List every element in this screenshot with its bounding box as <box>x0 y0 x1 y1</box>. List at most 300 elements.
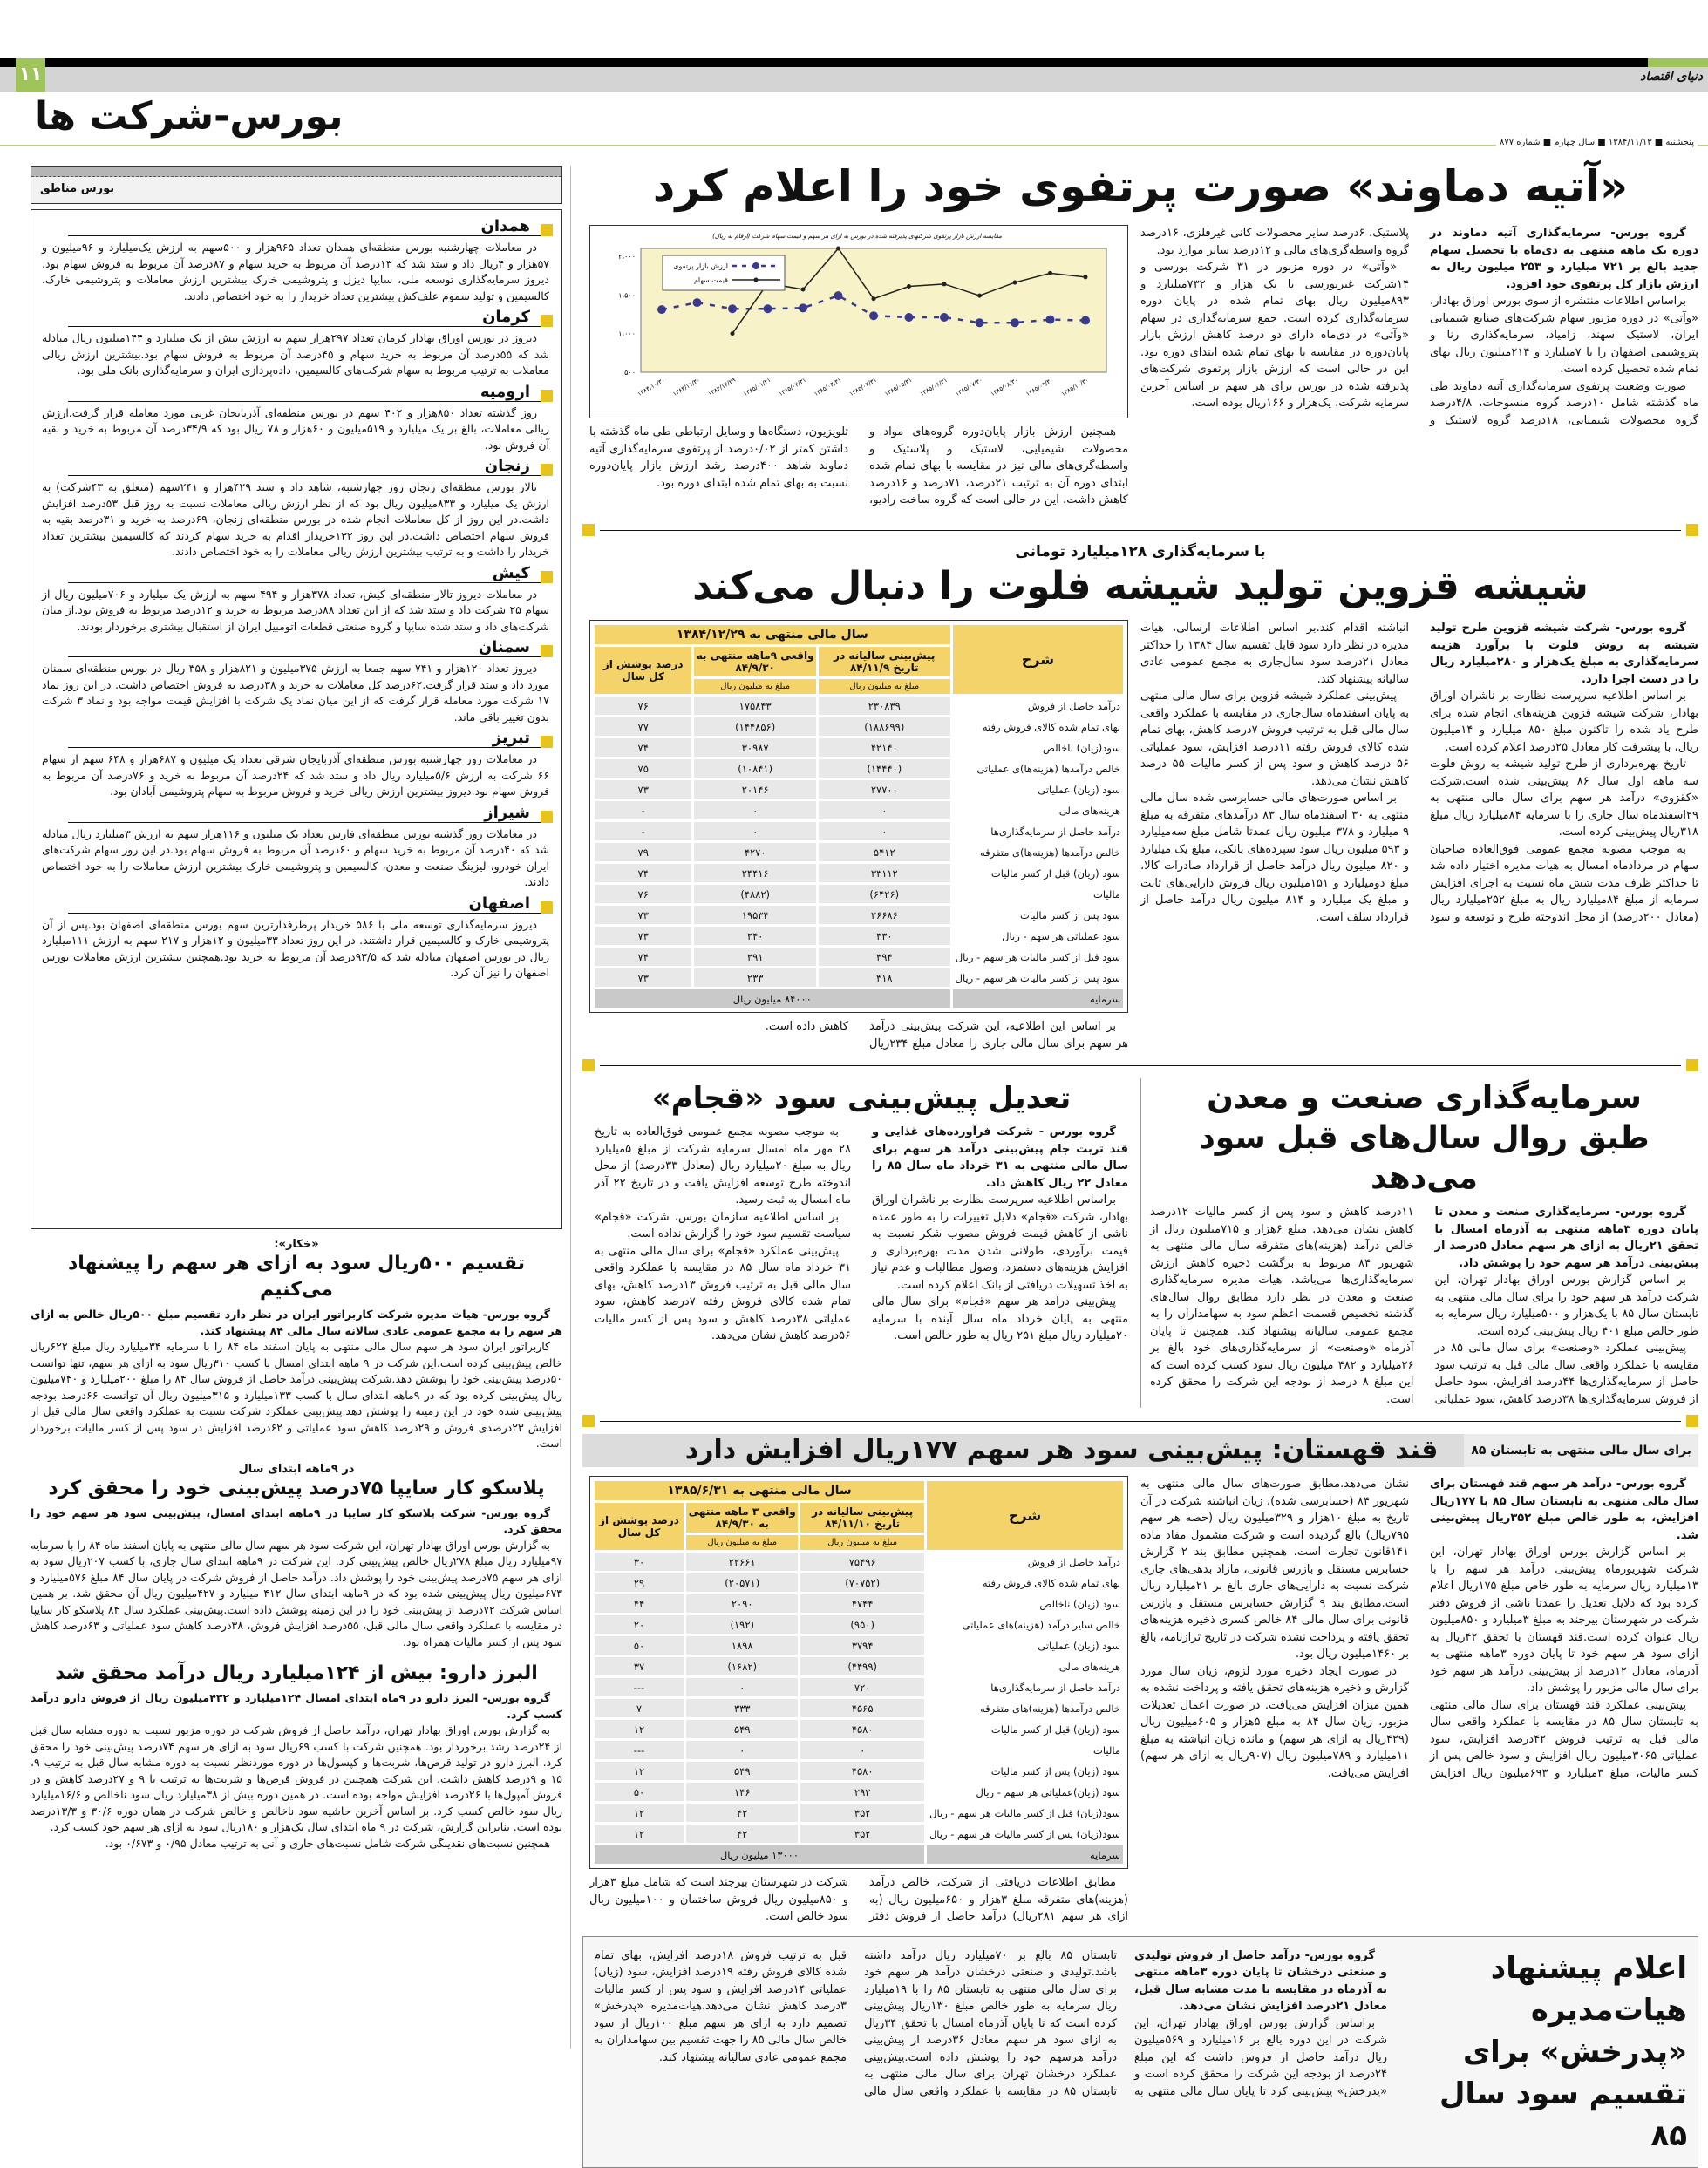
row-label: سود عملیاتی هر سهم - ریال <box>953 927 1123 945</box>
row-label: سود (زیان) ناخالص <box>927 1594 1123 1613</box>
article6-box <box>582 1936 1698 2168</box>
article1-row <box>582 225 1698 517</box>
cell-value: ۳۱۸ <box>819 968 950 987</box>
cell-value: ۲۹ <box>595 1573 684 1592</box>
article4-body <box>595 1124 1128 1345</box>
capital-label: سرمایه <box>953 989 1123 1008</box>
financial-table <box>592 622 1126 1010</box>
article5-row <box>582 1476 1698 1926</box>
table-row <box>595 1825 1123 1843</box>
row-label: هزینه‌های مالی <box>953 801 1123 819</box>
table-row <box>595 738 1123 757</box>
cell-value: ۲۰۹۰ <box>686 1594 798 1613</box>
row-label: مالیات <box>953 885 1123 903</box>
table-row <box>595 822 1123 840</box>
table-row <box>595 801 1123 819</box>
table-row <box>595 927 1123 945</box>
body-paragraph: بر اساس این اطلاعیه، این شرکت پیش‌بینی درآمد هر سهم برای سال مالی جاری را معادل مبلغ ۲۳۴ریال کاهش داده است. <box>765 1020 1128 1050</box>
table-row <box>595 885 1123 903</box>
cell-value: ۵۴۱۲ <box>819 843 950 861</box>
cell-value: ۳۷۹۴ <box>800 1636 924 1655</box>
cell-value: ۱۸۹۸ <box>686 1636 798 1655</box>
body-paragraph: به گزارش بورس اوراق بهادار تهران، این شرکت سود هر سهم سال مالی منتهی به پایان اسفند ماه ۸۴ را با سرمایه ۹۷میلیارد ریال مبلغ ۲۷۸ریال خالص پیش‌بینی کرد. این شرکت در ۹ماهه ابتدای سال جاری، با کسب ۲۰۷ریال سود به ازای هر سهم ۷۵درصد پیش‌بینی خود را پوشش داد. درآمد حاصل از فروش شرکت در پایان سال ۸۴ مبلغ ۵۷۶میلیارد و ۶۷۳میلیون ریال پیش‌بینی شده بود که در ۹ماهه ابتدای سال ۴۱۲ میلیارد و ۴۲۷میلیون ریال آن محقق شد. بر همین اساس شرکت ۷۲درصد از پیش‌بینی خود را در این زمینه پوشش داده است.پیش‌بینی عملکرد سال ۸۴ پلاسکو کار سایپا در مقایسه با عملکرد واقعی سال مالی قبل، ۵۵درصد افزایش فروش، ۳۸درصد کاهش سود عملیاتی و ۶۳درصد کاهش سود پس از کسر مالیات همراه بود. <box>31 1538 563 1648</box>
row-label: بهای تمام شده کالای فروش رفته <box>927 1573 1123 1592</box>
article3-body <box>1150 1204 1698 1408</box>
table-row <box>595 1741 1123 1759</box>
cell-value: ۷۳ <box>595 780 691 799</box>
article5-headline: قند قهستان: پیش‌بینی سود هر سهم ۱۷۷ریال افزایش دارد <box>684 1435 1439 1465</box>
lede-paragraph: گروه بورس- درآمد حاصل از فروش تولیدی و صنعتی درخشان تا پایان دوره ۳ماهه منتهی به آذرماه در مقایسه با مدت مشابه سال قبل، معادل ۲۱درصد افزایش نشان می‌دهد. <box>1134 1948 1388 2013</box>
x-tick-label: ۱۳۸۵/۰۶/۳۱ <box>918 376 949 398</box>
regional-header-box <box>31 166 562 204</box>
yellow-square-icon <box>541 390 553 402</box>
cell-value: ۷۳ <box>595 968 691 987</box>
row-label: سود (زیان) پس از کسر مالیات <box>927 1762 1123 1780</box>
region-heading <box>68 729 549 748</box>
cell-value: ۳۰ <box>595 1553 684 1571</box>
body-paragraph: به گزارش بورس اوراق بهادار تهران، درآمد حاصل از فروش شرکت در دوره مزبور نسبت به دوره مشابه سال قبل از ۲۴درصد رشد برخوردار بود. همچنین شرکت با کسب ۶۹ریال سود به ازای هر سهم ۷۴درصد پیش‌بینی خود را محقق کرد. البرز دارو در تولید قرص‌ها، شربت‌ها و کپسول‌ها در دوره موردنظر نسبت به دوره مشابه سال قبل به ترتیب ۹، ۱۵ و ۹درصد کاهش داشت. این شرکت همچنین در فروش قرص‌ها و شربت‌ها به ترتیب با ۹ و ۲۷درصد کاهش و در فروش آمپول‌ها با ۲۶درصد افزایش مواجه بوده است. در همین دوره بیش از ۳۸میلیارد ریال سود ناخالص و ۱۶/۶میلیارد ریال سود خالص کسب کرد. بر اساس آخرین حاشیه سود ناخالص و خالص شرکت در همان دوره ۳۰/۶ و ۱۳/۳درصد بوده است. بنابراین گزارش، شرکت در ۹ ماه ابتدای سال یک‌هزار و ۱۸۰ریال سود به ازای هر سهم خود کسب کرد. <box>31 1723 563 1833</box>
masthead-green-accent <box>1648 58 1708 67</box>
left-column <box>31 166 562 1862</box>
body-paragraph: بر اساس صورت‌های مالی حسابرسی شده سال مالی منتهی به ۳۰ اسفندماه سال ۸۳ درآمدهای متفرقه به مبلغ ۹ میلیارد و ۳۷۸ میلیون ریال عمدتا شامل مبلغ سه‌میلیارد و ۵۹۳ میلیون ریال سود سپرده‌های بانکی، مبلغ یک میلیارد و ۸۲۰ میلیون ریال درآمد حاصل از قرارداد صادرات کالا، مبلغ دومیلیارد و ۱۵۱میلیون ریال فروش دارایی‌های ثابت و مبلغ یک میلیارد و ۸۱۴ میلیون ریال درآمد حاصل از قرارداد سلف است. <box>1140 792 1409 924</box>
region-heading <box>68 804 549 823</box>
region-heading <box>68 383 549 402</box>
cell-value: ۷۴ <box>595 738 691 757</box>
y-tick-label: ۱،۰۰۰ <box>618 330 636 338</box>
row-label: درآمد حاصل از فروش <box>953 697 1123 715</box>
cell-value: ۲۲۶۶۱ <box>686 1553 798 1571</box>
regional-bourses-box <box>31 209 562 1229</box>
region-heading <box>68 308 549 327</box>
row-label: مالیات <box>927 1741 1123 1759</box>
table-header-row <box>595 625 1123 644</box>
dateline: پنجشنبه ■ ۱۳۸۴/۱۱/۱۳ ■ سال چهارم ■ شماره ۸۷۷ <box>1496 138 1698 147</box>
cell-value: ۱۲ <box>595 1720 684 1738</box>
article2-headline: شیشه قزوین تولید شیشه فلوت را دنبال می‌کند <box>692 564 1589 608</box>
body-paragraph: مطابق اطلاعات دریافتی از شرکت، خالص درآمد (هزینه)‌های متفرقه مبلغ ۳هزار و ۶۵۰میلیون ریال (به ازای هر سهم ۲۸۱ریال) درآمد حاصل از فروش دفتر شرکت در شهرستان بیرجند است که شامل مبلغ ۳هزار و ۸۵۰میلیون ریال فروش ساختمان و ۱۰۰میلیون ریال سود خالص است. <box>589 1876 1128 1923</box>
cell-value: ۱۲ <box>595 1804 684 1822</box>
table-header-row <box>595 1481 1123 1500</box>
row-label: بهای تمام شده کالای فروش رفته <box>953 717 1123 736</box>
data-point <box>1013 281 1017 285</box>
body-paragraph: پیش‌بینی عملکرد «وصنعت» برای سال مالی ۸۵ در مقایسه با عملکرد واقعی سال مالی قبل به ترتیب سود حاصل از سرمایه‌گذاری‌ها ۴۴درصد افزایش، سود حاصل از فروش سرمایه‌گذاری‌ها ۳۸درصد کاهش، سود عملیاتی ۱۱درصد کاهش و سود پس از کسر مالیات ۱۲درصد کاهش نشان می‌دهد. مبلغ ۶هزار و ۷۱۵میلیون ریال از خالص درآمد (هزینه)های متفرقه سال مالی منتهی به شهریور ۸۴ مربوط به برگشت ذخیره کاهش ارزش سرمایه‌گذاری‌ها می‌باشد. هیات مدیره سرمایه‌گذاری صنعت و معدن در نظر دارد مطابق روال سال‌های گذشته تخصیص قسمت اعظم سود به سهامداران را به مجمع عمومی سالیانه پیشنهاد کند. همچنین تا پایان آذرماه «وصنعت» از سرمایه‌گذاری‌های خود بالغ بر ۲۶میلیارد و ۴۸۲ میلیون ریال سود کسب کرده است که این مبلغ ۸ درصد از بودجه این شرکت را محقق کرده است. <box>1150 1206 1698 1406</box>
table-row <box>595 780 1123 799</box>
table-row <box>595 1804 1123 1822</box>
article2-kicker: با سرمایه‌گذاری ۱۲۸میلیارد تومانی <box>1015 543 1266 561</box>
cell-value: ۰ <box>819 822 950 840</box>
article3-headline <box>1150 1078 1698 1199</box>
article1-body-left <box>589 424 1128 509</box>
cell-value: ۷ <box>595 1699 684 1717</box>
table-row <box>595 906 1123 924</box>
region-heading <box>68 564 549 583</box>
yellow-square-icon <box>541 645 553 657</box>
body-paragraph: «وآتی» در دوره مزبور در ۳۱ شرکت بورسی و ۱۴شرکت غیربورسی با یک هزار و ۷۳۲میلیارد و ۸۹۳میلیون ریال بهای تمام شده در پایان دوره سرمایه‌گذاری کرده است. جمع سرمایه‌گذاری در سهام «وآتی» در دی‌ماه دارای دو درصد کاهش ارزش بازار پایان‌دوره در مقایسه با بهای تمام شده ابتدای دوره بود. این در حالی است که ارزش بازار پرتفوی شرکت‌های پذیرفته شده در بورس برای هر سهم بر اساس آخرین سرمایه شرکت، یک‌هزار و ۱۶۶ریال بوده است. <box>1140 261 1409 410</box>
cell-value: ۲۳۰۸۳۹ <box>819 697 950 715</box>
row-label: سود(زیان) ناخالص <box>953 738 1123 757</box>
row-label: سود پس از کسر مالیات <box>953 906 1123 924</box>
body-paragraph: صورت وضعیت پرتفوی سرمایه‌گذاری آتیه دماوند طی ماه گذشته شامل ۱۰درصد گروه منسوجات، ۴/۸درصد گروه محصولات شیمیایی، ۱۸درصد گروه لاستیک و پلاستیک، ۶درصد سایر محصولات کانی غیرفلزی، ۱۶درصد گروه واسطه‌گری‌های مالی و ۱۲درصد سایر موارد بود. <box>1140 227 1698 427</box>
article6-headline: اعلام پیشنهاد هیات‌مدیره «پدرخش» برای تقسیم سود سال ۸۵ <box>1439 1950 1687 2153</box>
lede-paragraph: گروه بورس - شرکت فرآورده‌های غذایی و قند تربت جام پیش‌بینی درآمد هر سهم برای سال مالی منتهی به ۳۱ خرداد ماه سال ۸۵ را معادل ۲۲ ریال کاهش داد. <box>872 1125 1128 1190</box>
data-point <box>905 313 914 322</box>
portfolio-chart <box>590 226 1126 417</box>
cell-value: ۷۵۴۹۶ <box>800 1553 924 1571</box>
yellow-square-icon <box>582 1415 595 1427</box>
body-paragraph: پیش‌بینی عملکرد «قجام» برای سال مالی منتهی به ۳۱ خرداد ماه سال ۸۵ در مقایسه با عملکرد واقعی سال مالی قبل به ترتیب فروش ۱۳درصد کاهش، بهای تمام شده کالای فروش رفته ۷درصد کاهش، سود عملیاتی ۳۸درصد کاهش و سود پس از کسر مالیات ۵۶درصد کاهش نشان می‌دهد. <box>595 1244 852 1342</box>
unit-label: مبلغ به میلیون ریال <box>819 679 950 694</box>
col-header-desc: شرح <box>953 625 1123 694</box>
right-area <box>582 157 1698 2168</box>
cell-value: ۲۴۰ <box>694 927 816 945</box>
row-label: سود (زیان) قبل از کسر مالیات <box>953 864 1123 882</box>
cell-value: - <box>595 822 691 840</box>
region-heading <box>68 894 549 914</box>
cell-value: ۱۲ <box>595 1825 684 1843</box>
article3-headline-line1: سرمایه‌گذاری صنعت و معدن <box>1207 1080 1642 1116</box>
table-row <box>595 1615 1123 1634</box>
table-row <box>595 1678 1123 1696</box>
chart-box <box>589 225 1128 418</box>
cell-value: ۲۰ <box>595 1615 684 1634</box>
col-header-actual: واقعی ۹ماهه منتهی به ۸۴/۹/۳۰ <box>694 647 816 676</box>
cell-value: ۳۰۹۸۷ <box>694 738 816 757</box>
data-point <box>907 284 911 289</box>
body-paragraph: بر اساس گزارش بورس اوراق بهادار تهران، این شرکت درآمد هر سهم خود را برای سال مالی منتهی به تابستان سال ۸۵ با یک‌هزار و ۵۰۰میلیارد ریال سرمایه به طور خالص مبلغ ۴۰۱ ریال پیش‌بینی کرده است. <box>1434 1274 1699 1338</box>
unit-label: مبلغ به میلیون ریال <box>694 679 816 694</box>
body-paragraph: همچنین ارزش بازار پایان‌دوره گروه‌های مواد و محصولات شیمیایی، لاستیک و پلاستیک و واسطه‌گری‌های مالی نیز در مقایسه با بهای تمام شده ابتدای دوره آن به ترتیب ۲۱درصد، ۷۱درصد و ۱۶درصد کاهش داشت. این در حالی است که گروه ساخت رادیو، تلویزیون، دستگاه‌ها و وسایل ارتباطی طی ماه گذشته با داشتن کمتر از ۰/۰۲درصد از پرتفوی سرمایه‌گذاری آتیه دماوند شاهد ۴۰۰درصد رشد ارزش بازار پایان‌دوره نسبت به بهای تمام شده ابتدای دوره بود. <box>589 425 1128 506</box>
body-paragraph: براساس اطلاعیه سرپرست نظارت بر ناشران اوراق بهادار، شرکت «قجام» دلایل تغییرات را به طور عمده ناشی از کاهش قیمت فروش مصوب شکر نسبت به قیمت برآوردی، طولانی شدن مدت بهره‌برداری و افزایش هزینه‌های دستمزد، وصول مطالبات و عدم نیاز به اخذ تسهیلات دریافتی از بانک اعلام کرده است. <box>872 1193 1128 1292</box>
cell-value: ۳۳۰ <box>819 927 950 945</box>
col-header-actual: واقعی ۳ ماهه منتهی به ۸۴/۹/۳۰ <box>686 1503 798 1533</box>
article-headline: تقسیم ۵۰۰ریال سود به ازای هر سهم را پیشنهاد می‌کنیم <box>67 1253 526 1301</box>
table-row <box>595 1699 1123 1717</box>
body-paragraph: پیش‌بینی عملکرد قند قهستان برای سال مالی منتهی به تابستان سال ۸۵ در مقایسه با عملکرد واقعی سال مالی قبل به ترتیب فروش ۴۲درصد افزایش، سود عملیاتی ۳۰۶۵میلیون ریال افزایش و سود خالص پس از کسر مالیات، مبلغ ۳میلیارد و ۶۹۳میلیون ریال افزایش نشان می‌دهد.مطابق صورت‌های سال مالی منتهی به شهریور ۸۴ (حسابرسی شده)، زیان انباشته شرکت در آن تاریخ به مبلغ ۱۰هزار و ۳۲۹میلیون ریال (حصه هر سهم ۷۹۵ریال) بالغ گردیده است و شرکت مشمول مفاد ماده ۱۴۱قانون تجارت است. همچنین مطابق بند ۲ گزارش حسابرس مستقل و بازرس قانونی، مازاد بدهی‌های جاری شرکت نسبت به دارایی‌های جاری بالغ بر ۲۱میلیارد ریال است.مطابق بند ۹ گزارش حسابرس مستقل و بازرس قانونی برای سال مالی ۸۴ خالص کسری ذخیره هزینه‌های تحقق یافته و پرداخت نشده شرکت در تاریخ ترازنامه، بالغ بر ۱۴۶۰میلیون ریال بود. <box>1140 1478 1698 1780</box>
article3-headline-line2: طبق روال سال‌های قبل سود می‌دهد <box>1199 1120 1650 1196</box>
cell-value: ۲۶۶۸۶ <box>819 906 950 924</box>
yellow-square-icon <box>541 224 553 236</box>
cell-value: ۴۲ <box>686 1825 798 1843</box>
cell-value: ۵۰ <box>595 1783 684 1801</box>
table-row <box>595 1636 1123 1655</box>
body-paragraph: همچنین نسبت‌های نقدینگی شرکت شامل نسبت‌های جاری و آنی به ترتیب معادل ۰/۹۵ و ۰/۶۷۳ بود. <box>105 1836 550 1850</box>
body-paragraph: در صورت ایجاد ذخیره مورد لزوم، زیان سال مورد گزارش و ذخیره هزینه‌های تحقق یافته و پرداخت نشده به همین میزان افزایش می‌یافت. در صورت اعمال تعدیلات مزبور، زیان سال ۸۴ به مبلغ ۵هزار و ۶۰۵میلیون ریال (۴۲۹ریال به ازای هر سهم) و مانده زیان انباشته به مبلغ ۱۱میلیارد و ۷۸۹میلیون ریال (۹۰۷ریال به ازای هر سهم) افزایش می‌یافت. <box>1140 1664 1410 1780</box>
region-heading <box>68 638 549 657</box>
article-headline: البرز دارو: بیش از ۱۲۴میلیارد ریال درآمد محقق شد <box>55 1662 538 1684</box>
cell-value: (۱۴۴۸۵۶) <box>694 717 816 736</box>
data-point <box>657 305 666 314</box>
cell-value: ۳۹۴ <box>819 948 950 966</box>
lede-paragraph: گروه بورس- شرکت پلاسکو کار سایپا در ۹ماهه ابتدای امسال، پیش‌بینی سود هر سهم خود را محقق کرد. <box>31 1505 562 1535</box>
cell-value: (۲۰۵۷۱) <box>686 1573 798 1592</box>
y-tick-label: ۱،۵۰۰ <box>618 291 636 300</box>
x-tick-label: ۱۳۸۴/۱۲/۲۹ <box>706 376 737 398</box>
cell-value: (۷۰۷۵۲) <box>800 1573 924 1592</box>
cell-value: ۷۴ <box>595 864 691 882</box>
region-text: دیروز در بورس اوراق بهادار کرمان تعداد ۲۹۷هزار سهم به ارزش بیش از یک میلیارد و ۱۴۴میلیون ریال مبادله شد که ۵۵درصد آن مربوط به خرید سهام و ۴۵درصد آن مربوط به فروش سهام بود.بیشترین ارزش ریالی معاملات به ترتیب مربوط به سهام شرکت‌های کالسیمین، داده‌پردازی ایران و سرمایه‌گذاری بانک ملی بود. <box>42 331 549 377</box>
data-point <box>942 282 947 286</box>
cell-value: ۷۹ <box>595 843 691 861</box>
article5-body-left <box>589 1874 1128 1926</box>
cell-value: ۵۰ <box>595 1636 684 1655</box>
x-tick-label: ۱۳۸۵/۱۰/۳۰ <box>1059 376 1090 398</box>
cell-value: ۴۵۸۰ <box>800 1762 924 1780</box>
data-point <box>1084 275 1088 279</box>
table-row <box>595 864 1123 882</box>
body-paragraph: کاربراتور ایران سود هر سهم سال مالی منتهی به پایان اسفند ماه ۸۴ را با سرمایه ۳۴میلیارد ریال مبلغ ۶۲۲ریال خالص پیش‌بینی کرده است.این شرکت در ۹ ماهه ابتدای امسال با کسب ۳۱۰ریال سود به ازای هر سهم، تنها توانست ۵۰درصد پیش‌بینی خود را پوشش دهد.شرکت پیش‌بینی درآمد حاصل از فروش سال ۸۴ را مبلغ ۲۰۰میلیارد و ۷۴۰میلیون ریال پیش‌بینی کرده بود که در ۹ماهه ابتدای سال با کسب ۱۳۳میلیارد و ۳۱۵میلیون ریال آن توانست ۶۶درصد بودجه پیش‌بینی شده خود در این زمینه را پوشش دهد.پیش‌بینی عملکرد شرکت نسبت به عملکرد واقعی سال مالی قبل از افزایش ۲۳درصدی فروش و ۲۹درصد کاهش سود عملیاتی و ۶۲درصد افزایش در سود پس از کسر مالیات برخوردار است. <box>31 1340 562 1450</box>
financial-table-2 <box>589 1476 1128 1869</box>
cell-value: ۴۲۱۴۰ <box>819 738 950 757</box>
article2-body-left <box>589 1018 1128 1052</box>
row-label: سود (زیان) قبل از کسر مالیات <box>927 1720 1123 1738</box>
table-row <box>595 843 1123 861</box>
regional-header: بورس مناطق <box>40 182 115 195</box>
divider <box>582 1059 1698 1071</box>
yellow-square-icon <box>541 811 553 823</box>
capital-value: ۸۴۰۰۰ میلیون ریال <box>595 989 950 1008</box>
legend-marker <box>754 278 759 282</box>
col-header-coverage: درصد پوشش از کل سال <box>595 647 691 694</box>
data-point <box>1046 316 1055 324</box>
table-row <box>595 1762 1123 1780</box>
article1-left-block <box>589 225 1128 509</box>
article-kicker: «خکار»: <box>274 1238 319 1251</box>
cell-value: ۲۰۱۴۶ <box>694 780 816 799</box>
body-paragraph: براساس گزارش بورس اوراق بهادار تهران، این شرکت در این دوره بالغ بر ۱۶میلیارد و ۵۶۹میلیون ریال درآمد حاصل از فروش داشت که این مبلغ ۲۴درصد از بودجه این شرکت را محقق کرده است و «پدرخش» پیش‌بینی کرد تا پایان سال مالی منتهی به تابستان ۸۵ بالغ بر ۷۰میلیارد ریال درآمد داشته باشد.تولیدی و صنعتی درخشان درآمد هر سهم خود برای سال مالی منتهی به تابستان ۸۵ را با ۱۹میلیارد ریال سرمایه به طور خالص مبلغ ۱۳۰ریال پیش‌بینی کرده است که تا پایان آذرماه امسال با تحقق ۳۴ریال به ازای سود هر سهم معادل ۳۶درصد از پیش‌بینی درآمد هرسهم خود را پوشش داده است.پیش‌بینی عملکرد درخشان تهران برای سال مالی منتهی به تابستان ۸۵ در مقایسه با عملکرد واقعی سال مالی قبل به ترتیب فروش ۱۸درصد افزایش، بهای تمام شده کالای فروش رفته ۱۹درصد افزایش، سود (زیان) عملیاتی ۱۴درصد افزایش و سود پس از کسر مالیات ۳درصد کاهش نشان می‌دهد.هیات‌مدیره «پدرخش» تصمیم دارد به ازای هر سهم مبلغ ۱۰۰ریال از سود خالص سال مالی ۸۵ را جهت تقسیم بین سهامداران به مجمع عمومی عادی سالیانه پیشنهاد کند. <box>594 1948 1387 2098</box>
cell-value: ۱۹۵۳۴ <box>694 906 816 924</box>
region-heading <box>68 217 549 236</box>
body-paragraph: به موجب مصوبه مجمع عمومی فوق‌العاده به تاریخ ۲۸ مهر ماه امسال سرمایه شرکت از مبلغ ۵میلیارد ریال به مبلغ ۲۰میلیارد ریال (معادل ۳۳درصد) از محل اندوخته طرح توسعه افزایش یافت و در تاریخ ۲۲ آذر ماه امسال به ثبت رسید. <box>595 1125 851 1206</box>
article5-left-block <box>589 1476 1128 1926</box>
row-label: سود قبل از کسر مالیات هر سهم - ریال <box>953 948 1123 966</box>
x-tick-label: ۱۳۸۵/۰۴/۳۱ <box>847 376 878 398</box>
left-articles <box>31 1238 562 1852</box>
left-article <box>31 1463 562 1651</box>
cell-value: ۷۳ <box>595 906 691 924</box>
lede-paragraph: گروه بورس- البرز دارو در ۹ماه ابتدای امسال ۱۲۴میلیارد و ۴۳۲میلیون ریال از فروش دارو درآمد کسب کرد. <box>31 1691 562 1721</box>
body-paragraph: بر اساس گزارش بورس اوراق بهادار تهران، این شرکت شهریورماه پیش‌بینی درآمد هر سهم را با ۱۳میلیارد ریال سرمایه به طور خاص مبلغ ۱۷۵ریال اعلام کرده بود که دلایل تعدیل را عمدتا ناشی از فروش دفتر شرکت در شهرستان بیرجند به مبلغ ۳میلیارد و ۸۵۰میلیون ریال عنوان کرده است.قند قهستان با تحقق ۴۲ریال به ازای سود هر سهم خود تا پایان دوره ۳ماهه منتهی به آذرماه، معادل ۱۲درصد از پیش‌بینی درآمد هر سهم خود برای سال مالی مزبور را پوشش داد. <box>1430 1546 1699 1695</box>
cell-value: ۳۵۲ <box>800 1804 924 1822</box>
region-name: اصفهان <box>468 894 530 913</box>
x-tick-label: ۱۳۸۴/۱۱/۳۰ <box>671 376 702 398</box>
yellow-square-icon <box>541 315 553 327</box>
capital-row <box>595 1845 1123 1864</box>
col-header-desc: شرح <box>927 1481 1123 1550</box>
region-name: کرمان <box>482 308 530 326</box>
financial-table <box>592 1478 1126 1866</box>
cell-value: ۷۷ <box>595 717 691 736</box>
cell-value: ۷۲۰ <box>800 1678 924 1696</box>
cell-value: (۱۸۸۶۹۹) <box>819 717 950 736</box>
cell-value: ۰ <box>800 1741 924 1759</box>
row-label: خالص درآمدها (هزینه‌ها)ی متفرقه <box>953 843 1123 861</box>
article3-block <box>1140 1078 1698 1408</box>
cell-value: ۴۲۷۰ <box>694 843 816 861</box>
capital-row <box>595 989 1123 1008</box>
x-tick-label: ۱۳۸۵/۰۸/۳۰ <box>989 376 1019 398</box>
yellow-square-icon <box>1686 1415 1698 1427</box>
cell-value: ۰ <box>694 822 816 840</box>
data-point <box>940 313 949 322</box>
divider <box>582 1415 1698 1427</box>
body-paragraph: بر اساس اطلاعیه سرپرست نظارت بر ناشران اوراق بهادار، شرکت شیشه قزوین هزینه‌های انجام شده برای طرح یاد شده را تاکنون مبلغ ۸۵۰ میلیارد و ۱۴میلیون ریال، با پیشرفت کار معادل ۲۵درصد اعلام کرده است. <box>1430 690 1698 754</box>
body-paragraph: بر اساس اطلاعیه سازمان بورس، شرکت «قجام» سیاست تقسیم سود خود را گزارش نداده است. <box>595 1210 851 1240</box>
cell-value: ۴۲ <box>686 1804 798 1822</box>
article-kicker: در ۹ماهه ابتدای سال <box>238 1462 355 1476</box>
cell-value: ۲۹۲ <box>800 1783 924 1801</box>
data-point <box>869 311 878 320</box>
region-name: همدان <box>480 217 530 235</box>
table-period-header: سال مالی منتهی به ۱۳۸۵/۶/۳۱ <box>595 1481 924 1500</box>
capital-label: سرمایه <box>927 1845 1123 1864</box>
cell-value: (۱۴۴۴۰) <box>819 759 950 778</box>
table-row <box>595 1573 1123 1592</box>
cell-value: ۵۴۹ <box>686 1762 798 1780</box>
region-heading <box>68 457 549 476</box>
table-row <box>595 759 1123 778</box>
cell-value: ۳۵۲ <box>800 1825 924 1843</box>
x-tick-label: ۱۳۸۵/۰۳/۳۱ <box>813 376 843 398</box>
article1-headline: «آتیه دماوند» صورت پرتفوی خود را اعلام کرد <box>652 161 1629 212</box>
article6-body <box>594 1947 1387 2101</box>
article5-body-right <box>1140 1476 1698 1782</box>
yellow-square-icon <box>582 1059 595 1071</box>
article2-left-block <box>589 620 1128 1052</box>
row-label: خالص درآمدها (هزینه‌ها)ی عملیاتی <box>953 759 1123 778</box>
cell-value: ۰ <box>694 801 816 819</box>
cell-value: ۰ <box>819 801 950 819</box>
body-paragraph: پیش‌بینی درآمد هر سهم «قجام» برای سال مالی منتهی به پایان خرداد ماه سال آینده با سرمایه ۲۰میلیارد ریال مبلغ ۲۵۱ ریال به طور خالص است. <box>872 1295 1128 1342</box>
cell-value: - <box>595 801 691 819</box>
yellow-square-icon <box>541 736 553 748</box>
cell-value: (۴۴۹۹) <box>800 1657 924 1675</box>
row-label: درآمد حاصل از سرمایه‌گذاری‌ها <box>927 1678 1123 1696</box>
lede-paragraph: گروه بورس- سرمایه‌گذاری صنعت و معدن تا پایان دوره ۳ماهه منتهی به آذرماه امسال با تحقق ۲۱ریال به ازای هر سهم معادل ۵درصد از پیش‌بینی درآمد هر سهم خود را پوشش داد. <box>1434 1206 1699 1270</box>
row-label: سود (زیان) عملیاتی <box>927 1636 1123 1655</box>
cell-value: ۱۴۶ <box>686 1783 798 1801</box>
lede-paragraph: گروه بورس- شرکت شیشه قزوین طرح تولید شیشه به روش فلوت با برآورد هزینه سرمایه‌گذاری به مبلغ یک‌هزار و ۲۸۰میلیارد ریال را در دست اجرا دارد. <box>1430 622 1698 686</box>
x-tick-label: ۱۳۸۵/۰۲/۳۱ <box>777 376 807 398</box>
x-tick-label: ۱۳۸۵/۰۹/۳۰ <box>1024 376 1055 398</box>
cell-value: ۴۷۴۴ <box>800 1594 924 1613</box>
cell-value: (۱۶۸۲) <box>686 1657 798 1675</box>
region-name: کیش <box>492 563 530 582</box>
yellow-square-icon <box>541 901 553 914</box>
row-label: سود(زیان) پس از کسر مالیات هر سهم - ریال <box>927 1825 1123 1843</box>
cell-value: (۱۰۸۴۱) <box>694 759 816 778</box>
table-row <box>595 1553 1123 1571</box>
cell-value: ۳۷ <box>595 1657 684 1675</box>
article-headline: پلاسکو کار سایپا ۷۵درصد پیش‌بینی خود را محقق کرد <box>48 1477 545 1499</box>
lede-paragraph: گروه بورس- سرمایه‌گذاری آتیه دماوند در دوره یک ماهه منتهی به دی‌ماه با تحصیل سهام جدید بالغ بر ۷۲۱ میلیارد و ۲۵۳ میلیون ریال به ارزش بازار کل پرتفوی خود افزود. <box>1430 227 1699 291</box>
cell-value: --- <box>595 1741 684 1759</box>
cell-value: ۲۹۱ <box>694 948 816 966</box>
unit-label: مبلغ به میلیون ریال <box>800 1535 924 1550</box>
cell-value: ۲۴۴۱۶ <box>694 864 816 882</box>
region-text: در معاملات چهارشنبه بورس منطقه‌ای همدان تعداد ۹۶۵هزار و ۵۰۰سهم به ارزش یک‌میلیارد و ۹۶میلیون و ۵۷هزار و ۴ریال داد و ستد شد که ۱۳درصد آن مربوط به خرید سهام و ۸۷درصد آن مربوط به فروش سهام بود. دیروز سرمایه‌گذاری توسعه ملی، سایپا دیزل و پتروشیمی خارک بیشترین ارزش معاملات و پتروشیمی خارک، کالسیمین و تولید سموم علف‌کش بیشترین تعداد خریدار را به خود اختصاص دادند. <box>42 241 550 302</box>
col-header-forecast: پیش‌بینی سالیانه در تاریخ ۸۴/۱۱/۱۰ <box>800 1503 924 1533</box>
lede-paragraph: گروه بورس- درآمد هر سهم قند قهستان برای سال مالی منتهی به تابستان سال ۸۵ با ۱۷۷ریال افزایش، به طور خالص مبلغ ۳۵۲ریال پیش‌بینی شد. <box>1430 1478 1699 1542</box>
page-number: ۱۱ <box>16 58 45 92</box>
masthead-black-bar <box>0 58 1708 67</box>
yellow-square-icon <box>1686 1059 1698 1071</box>
data-point <box>764 304 772 313</box>
left-article <box>31 1238 562 1452</box>
data-point <box>731 331 735 336</box>
table-row <box>595 1783 1123 1801</box>
yellow-square-icon <box>582 524 595 536</box>
yellow-square-icon <box>541 464 553 476</box>
data-point <box>872 296 876 301</box>
cell-value: ۰ <box>686 1678 798 1696</box>
lede-paragraph: گروه بورس- هیات مدیره شرکت کاربراتور ایران در نظر دارد تقسیم مبلغ ۵۰۰ریال خالص به ازای هر سهم را به مجمع عمومی عادی سالانه سال مالی ۸۴ پیشنهاد کند. <box>31 1308 562 1337</box>
legend-marker <box>752 262 759 269</box>
cell-value: ۴۴ <box>595 1594 684 1613</box>
table-row <box>595 1594 1123 1613</box>
table-row <box>595 1720 1123 1738</box>
chart-title: مقایسه ارزش بازار پرتفوی شرکتهای پذیرفته شده در بورس به ازای هر سهم و قیمت سهام شرکت (ارقام به ریال) <box>712 233 1002 240</box>
x-tick-label: ۱۳۸۵/۰۵/۳۱ <box>883 376 914 398</box>
region-name: ارومیه <box>480 382 530 401</box>
section-rule <box>0 145 1708 146</box>
cell-value: ۳۳۱۱۲ <box>819 864 950 882</box>
data-point <box>693 298 702 307</box>
capital-value: ۱۳۰۰۰ میلیون ریال <box>595 1845 924 1864</box>
cell-value: ۷۵ <box>595 759 691 778</box>
row-label: درآمد حاصل از فروش <box>927 1553 1123 1571</box>
article4-headline: تعدیل پیش‌بینی سود «قجام» <box>651 1081 1072 1116</box>
row-label: خالص درآمدها (هزینه)های متفرقه <box>927 1699 1123 1717</box>
y-tick-label: ۲،۰۰۰ <box>618 252 636 261</box>
table-row <box>595 948 1123 966</box>
body-paragraph: به موجب مصوبه مجمع عمومی فوق‌العاده صاحبان سهام در مردادماه امسال به هیات مدیره اختیار داده شد تا حداکثر ظرف مدت شش ماه نسبت به اجرای افزایش سرمایه از مبلغ ۸۴میلیارد ریال به مبلغ ۲۵۲میلیارد ریال (معادل ۲۰۰درصد) از محل اندوخته طرح و توسعه و سود انباشته اقدام کند.بر اساس اطلاعات ارسالی، هیات مدیره در نظر دارد سود قابل تقسیم سال ۱۳۸۴ را حداکثر معادل ۲۱درصد سود سال‌جاری به مجمع عمومی عادی سالیانه پیشنهاد کند. <box>1140 622 1698 924</box>
financial-table-1 <box>589 620 1128 1013</box>
cell-value: ۱۲ <box>595 1762 684 1780</box>
cell-value: --- <box>595 1678 684 1696</box>
legend-label: قیمت سهام <box>693 276 728 284</box>
cell-value: ۵۴۹ <box>686 1720 798 1738</box>
table-row <box>595 1657 1123 1675</box>
region-text: دیروز سرمایه‌گذاری توسعه ملی با ۵۸۶ خریدار پرطرفدارترین سهم بورس منطقه‌ای اصفهان بود.پس از آن پتروشیمی خارک و کالسیمین قرار داشتند. در این روز تعداد ۳۳میلیون و ۱۲هزار و ۲۱۷ سهم به ارزش ۱۱۱میلیارد ریال در بورس اصفهان مبادله شد که ۹۳/۵درصد آن مربوط به خرید بود.همچنین بیشترین ارزش معاملات بورس اصفهان را نیز آن کرد. <box>42 917 550 979</box>
divider <box>582 524 1698 536</box>
table-period-header: سال مالی منتهی به ۱۳۸۴/۱۲/۲۹ <box>595 625 950 644</box>
article2-row <box>582 620 1698 1052</box>
region-name: سمنان <box>478 638 530 656</box>
article2-body-right <box>1140 620 1698 926</box>
cell-value: ۷۶ <box>595 885 691 903</box>
cell-value: (۹۵۰) <box>800 1615 924 1634</box>
article4-block <box>595 1078 1128 1345</box>
body-paragraph: تاریخ بهره‌برداری از طرح تولید شیشه به روش فلوت سه ماهه اول سال ۸۶ پیش‌بینی شده است.شرکت «کقزوی» درآمد هر سهم برای سال مالی منتهی به ۲۹اسفندماه سال جاری را با سرمایه ۸۴میلیارد ریال مبلغ ۳۱۸ریال پیش‌بینی کرده است. <box>1430 758 1698 839</box>
legend-label: ارزش بازار پرتفوی <box>673 262 728 270</box>
row-label: هزینه‌های مالی <box>927 1657 1123 1675</box>
data-point <box>836 247 840 251</box>
x-tick-label: ۱۳۸۵/۰۱/۳۱ <box>742 376 772 398</box>
data-point <box>801 288 806 292</box>
cell-value: ۴۵۸۰ <box>800 1720 924 1738</box>
articles-3-4-row <box>582 1078 1698 1408</box>
cell-value: ۲۷۷۰۰ <box>819 780 950 799</box>
region-name: شیراز <box>484 803 530 822</box>
yellow-square-icon <box>1686 524 1698 536</box>
data-point <box>728 304 737 313</box>
region-name: تبریز <box>492 729 530 747</box>
region-text: در معاملات روز گذشته بورس منطقه‌ای فارس تعداد یک میلیون و ۱۱۶هزار سهم به ارزش ۳میلیارد ریال مبادله شد که ۴۰درصد آن مربوط به خرید سهام و ۶۰درصد آن مربوط به فروش سهام بود.در این روز سهام شرکت‌های ایران خودرو، لیزینگ صنعت و معدن، کالسیمین و پتروشیمی خارک بیشترین ارزش معاملات را به خود اختصاص دادند. <box>42 826 549 888</box>
data-point <box>1081 316 1090 325</box>
masthead-gray-bar <box>0 67 1708 92</box>
cell-value: ۷۶ <box>595 697 691 715</box>
data-point <box>799 303 807 312</box>
